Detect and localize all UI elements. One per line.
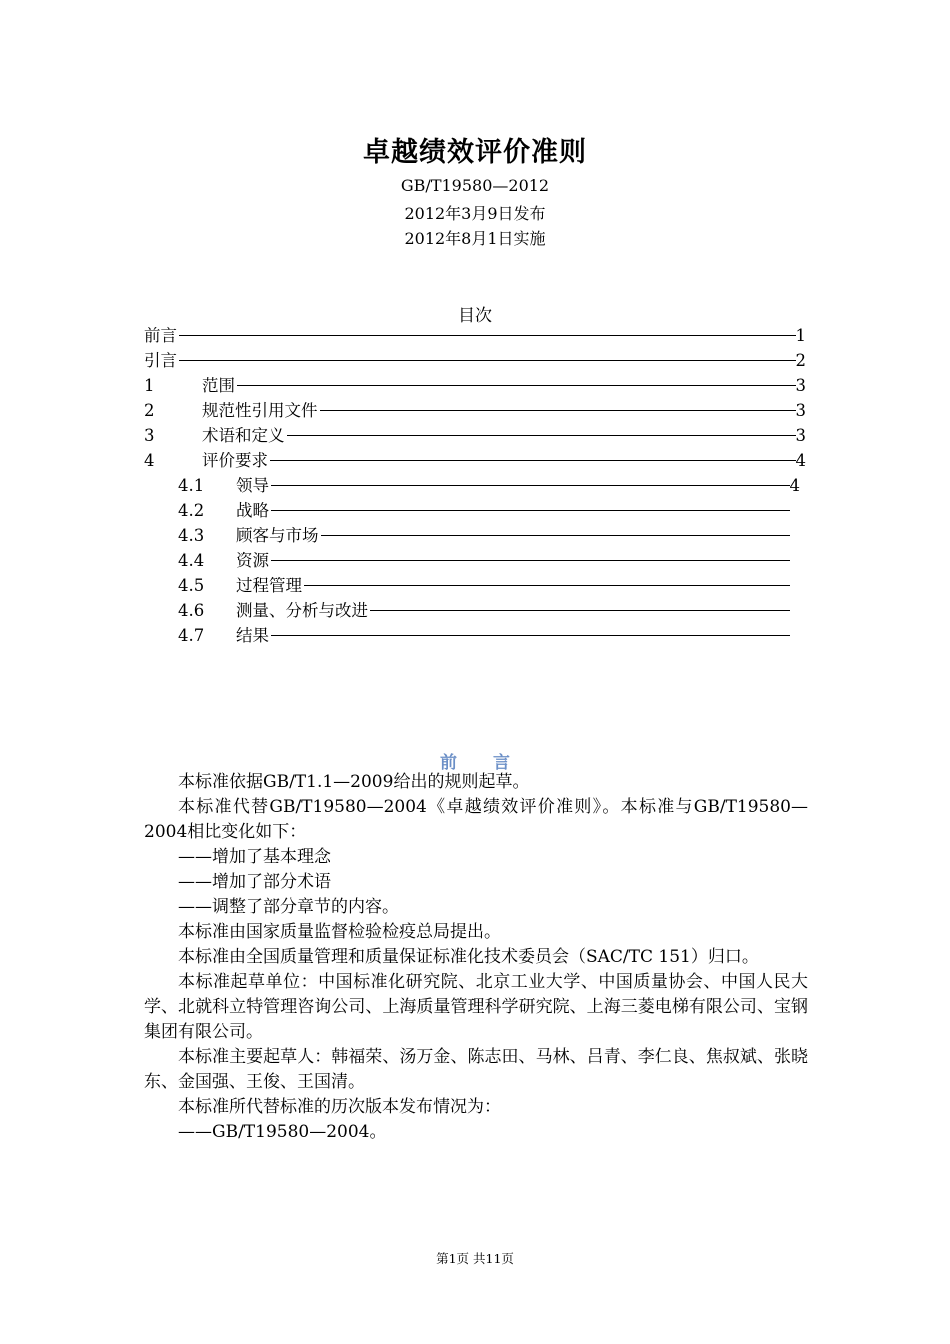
toc-leader-line [238,585,790,586]
paragraph: 本标准所代替标准的历次版本发布情况为： [178,1097,501,1117]
foreword-body [144,770,808,1145]
standard-code: GB/T19580—2012 [400,176,550,195]
toc-item-text: 引言 [144,348,179,373]
toc-subitem[interactable] [144,623,814,648]
paragraph: 本标准主要起草人：韩福荣、汤万金、陈志田、马林、吕青、李仁良、焦叔斌、张晓东、金国强、王俊、王国清。 [144,1047,808,1092]
toc-leader-line [204,460,796,461]
toc-item[interactable] [144,398,814,423]
paragraph: ——GB/T19580—2004。 [178,1122,387,1142]
toc-leader-line [154,360,796,361]
toc-leader-line [238,510,790,511]
toc-leader-line [238,560,790,561]
toc-item-text: 顾客与市场 [236,523,321,548]
toc-item-number: 2 [144,401,155,420]
foreword-heading: 前言 [440,753,546,773]
toc-leader-line [204,385,796,386]
toc-item-page: 3 [796,398,807,423]
paragraph: 本标准由全国质量管理和质量保证标准化技术委员会（SAC/TC 151）归口。 [178,947,759,967]
toc-heading: 目次 [458,306,492,326]
toc-subitem[interactable] [144,523,814,548]
toc-item-text: 领导 [236,473,271,498]
toc-item-number: 1 [144,376,155,395]
paragraph: ——调整了部分章节的内容。 [178,897,399,917]
toc-subitem[interactable] [144,473,814,498]
toc-item-text: 结果 [236,623,271,648]
toc-item-text: 术语和定义 [202,423,287,448]
toc-item-text: 测量、分析与改进 [236,598,370,623]
toc-leader-line [238,485,790,486]
toc-leader-line [238,535,790,536]
toc-item[interactable] [144,323,814,348]
toc-subitem[interactable] [144,498,814,523]
effective-date: 2012年8月1日实施 [404,229,546,248]
paragraph: ——增加了部分术语 [178,872,331,892]
toc-item-page: 4 [790,473,801,498]
toc-subitem[interactable] [144,573,814,598]
paragraph: 本标准依据GB/T1.1—2009给出的规则起草。 [178,772,530,792]
page-footer: 第1页 共11页 [436,1251,514,1266]
toc-item-number: 4.4 [178,551,205,570]
toc-item-page: 3 [796,373,807,398]
toc-item-page: 3 [796,423,807,448]
toc-item[interactable] [144,448,814,473]
toc-item-number: 4.3 [178,526,205,545]
toc-item[interactable] [144,348,814,373]
toc-leader-line [154,335,796,336]
toc-item-text: 规范性引用文件 [202,398,320,423]
toc-item-page: 1 [796,323,807,348]
paragraph: 本标准起草单位：中国标准化研究院、北京工业大学、中国质量协会、中国人民大学、北就科立特管理咨询公司、上海质量管理科学研究院、上海三菱电梯有限公司、宝钢集团有限公司。 [144,972,808,1042]
toc-item[interactable] [144,373,814,398]
toc-item-text: 评价要求 [202,448,270,473]
toc-item-number: 4.6 [178,601,205,620]
toc-item-page: 4 [796,448,807,473]
toc-item-number: 4.5 [178,576,205,595]
toc-item-number: 4.1 [178,476,205,495]
toc-item-text: 范围 [202,373,237,398]
paragraph: ——增加了基本理念 [178,847,331,867]
issue-date: 2012年3月9日发布 [404,204,546,223]
toc-item-number: 4.2 [178,501,205,520]
toc-item-page: 2 [796,348,807,373]
toc-item[interactable] [144,423,814,448]
toc-subitem[interactable] [144,598,814,623]
toc-item-text: 前言 [144,323,179,348]
paragraph: 本标准代替GB/T19580—2004《卓越绩效评价准则》。本标准与GB/T19580—2004相比变化如下： [144,797,808,842]
toc-item-number: 3 [144,426,155,445]
toc-item-text: 战略 [236,498,271,523]
toc-subitem[interactable] [144,548,814,573]
toc-item-number: 4 [144,451,155,470]
toc-leader-line [204,435,796,436]
paragraph: 本标准由国家质量监督检验检疫总局提出。 [178,922,501,942]
document-title: 卓越绩效评价准则 [363,137,587,168]
toc-item-number: 4.7 [178,626,205,645]
table-of-contents [144,323,814,648]
toc-leader-line [238,635,790,636]
toc-item-text: 资源 [236,548,271,573]
toc-item-text: 过程管理 [236,573,304,598]
